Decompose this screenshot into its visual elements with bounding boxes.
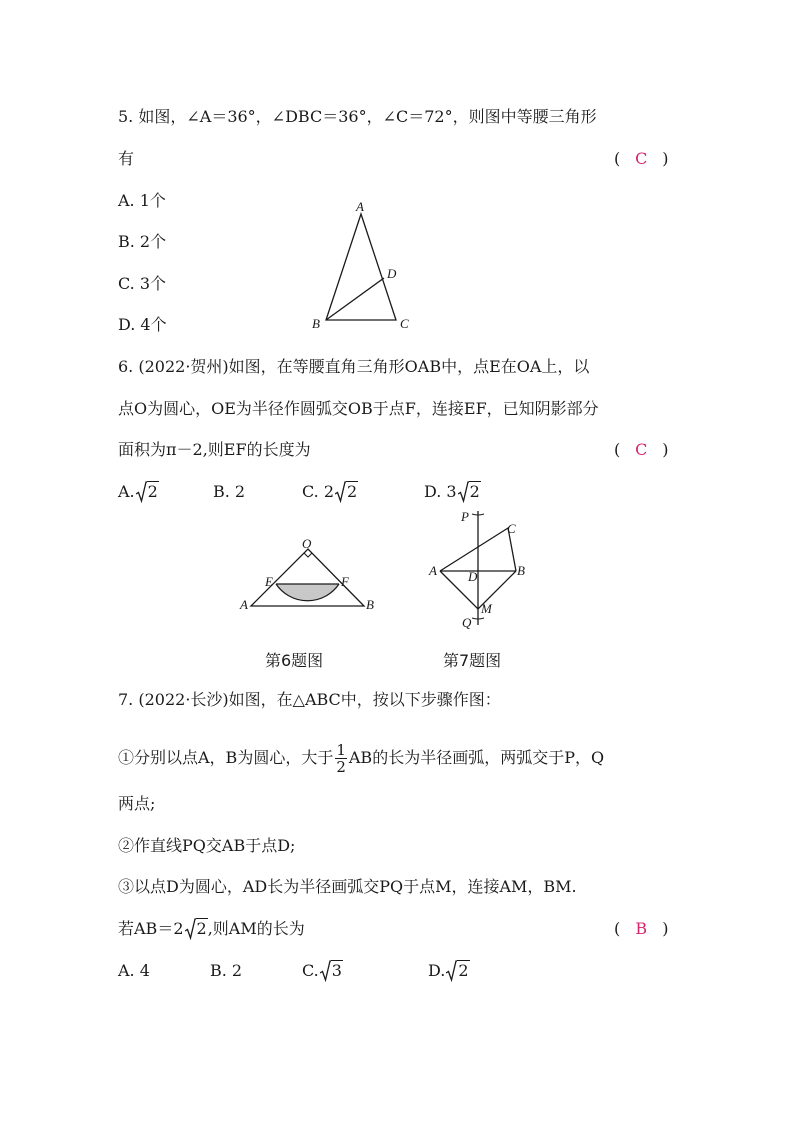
q7-condition: 若AB＝2 2,则AM的长为	[118, 919, 305, 938]
q7-option-d: D. 2	[428, 961, 469, 980]
q6-caption: 第6题图	[265, 651, 324, 670]
q6-figure	[236, 538, 386, 618]
q6-answer: C	[635, 440, 648, 459]
q5-triangle-figure	[300, 195, 430, 340]
label-e: E	[265, 574, 273, 589]
triangle-abc	[326, 214, 396, 320]
label-c: C	[400, 316, 409, 331]
segment-bd	[326, 278, 384, 320]
q6-option-b: B. 2	[213, 482, 246, 501]
q5-answer: C	[635, 149, 648, 168]
label-p: P	[461, 509, 469, 524]
fraction-one-half: $\frac{1}{2}$	[336, 741, 346, 776]
q7-answer-bracket: ( B )	[614, 919, 669, 938]
q5-stem-line2: 有	[118, 149, 135, 168]
q5-option-c: C. 3个	[118, 274, 167, 293]
q5-option-a: A. 1个	[118, 191, 166, 210]
q6-stem-line1: 6. (2022·贺州)如图，在等腰直角三角形OAB中，点E在OA上，以	[118, 357, 590, 376]
label-c: C	[507, 521, 516, 536]
q5-option-b: B. 2个	[118, 232, 167, 251]
q7-answer: B	[635, 919, 648, 938]
q7-figure	[425, 505, 535, 635]
q7-option-c: C. 3	[302, 961, 342, 980]
q6-option-a: A. 2	[118, 482, 158, 501]
q6-stem-line2: 点O为圆心，OE为半径作圆弧交OB于点F，连接EF，已知阴影部分	[118, 399, 599, 418]
q7-step3: ③以点D为圆心，AD长为半径画弧交PQ于点M，连接AM，BM.	[118, 877, 577, 896]
q7-step1: ①分别以点A，B为圆心，大于 $\frac{1}{2}$ AB的长为半径画弧，两弧交于P，Q	[118, 741, 605, 776]
right-angle-mark	[304, 553, 312, 557]
label-b: B	[517, 563, 525, 578]
label-b: B	[366, 597, 374, 612]
label-f: F	[341, 574, 349, 589]
q7-step1-cont: 两点;	[118, 794, 156, 813]
label-o: O	[302, 538, 312, 551]
label-a: A	[429, 563, 437, 578]
q6-option-d: D. 3 2	[424, 482, 480, 501]
q5-answer-bracket: ( C )	[614, 149, 669, 168]
label-q: Q	[462, 615, 472, 630]
q5-option-d: D. 4个	[118, 315, 167, 334]
label-m: M	[481, 601, 492, 616]
q6-stem-line3: 面积为π－2,则EF的长度为	[118, 440, 311, 459]
q7-stem-line1: 7. (2022·长沙)如图，在△ABC中，按以下步骤作图：	[118, 690, 501, 709]
label-a: A	[240, 597, 248, 612]
q7-caption: 第7题图	[443, 651, 502, 670]
shaded-region	[276, 584, 339, 601]
q7-option-a: A. 4	[118, 961, 150, 980]
label-a: A	[356, 199, 364, 214]
q5-stem-line1: 5. 如图，∠A＝36°，∠DBC＝36°，∠C＝72°，则图中等腰三角形	[118, 107, 597, 126]
label-b: B	[312, 316, 320, 331]
label-d: D	[468, 569, 478, 584]
label-d: D	[387, 266, 397, 281]
q7-step2: ②作直线PQ交AB于点D;	[118, 836, 296, 855]
q6-option-c: C. 2 2	[302, 482, 358, 501]
q7-option-b: B. 2	[210, 961, 243, 980]
q6-answer-bracket: ( C )	[614, 440, 669, 459]
